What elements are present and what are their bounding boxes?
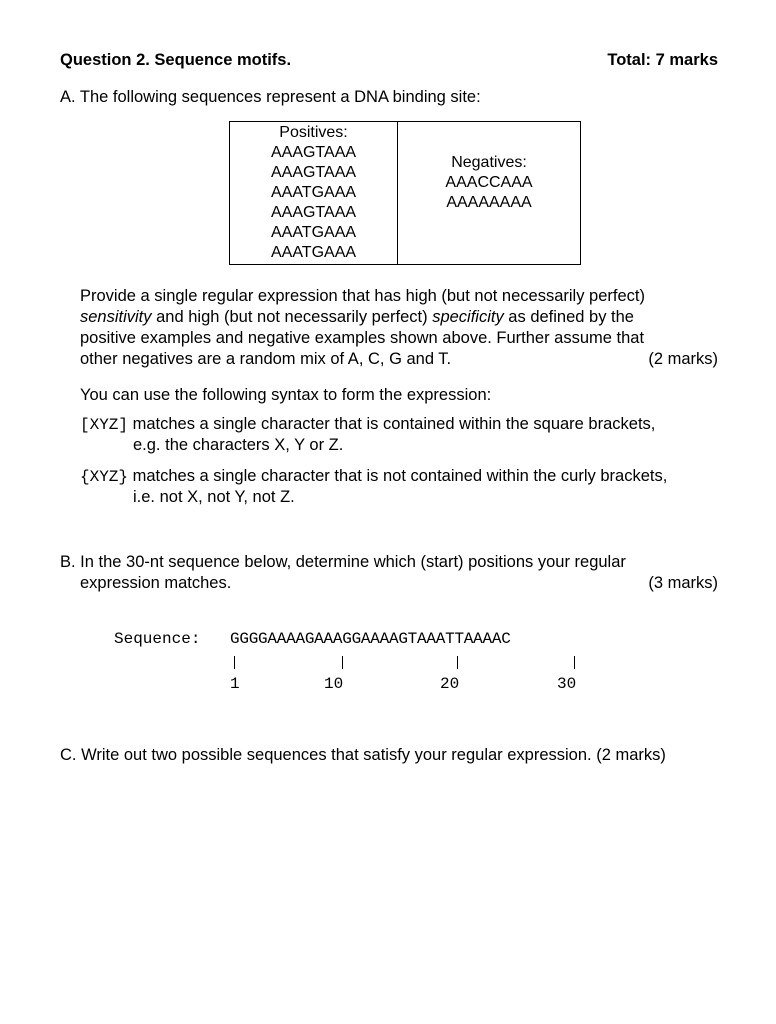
positives-label: Positives: xyxy=(279,124,348,141)
syntax-square-brackets: [XYZ] matches a single character that is contained within the square brackets, xyxy=(80,415,656,434)
question-line-4: other negatives are a random mix of A, C, G and T. xyxy=(80,350,452,368)
sensitivity-term: sensitivity xyxy=(80,308,152,326)
question-line-1: Provide a single regular expression that has high (but not necessarily perfect) xyxy=(80,287,645,305)
positive-seq: AAAGTAAA xyxy=(270,144,357,161)
question-line-3: positive examples and negative examples shown above. Further assume that xyxy=(80,329,645,347)
position-label: 1 xyxy=(230,675,240,693)
question-title: Question 2. Sequence motifs. xyxy=(60,51,292,69)
position-label: 10 xyxy=(324,675,344,693)
positive-seq: AAATGAAA xyxy=(270,224,357,241)
positive-seq: AAATGAAA xyxy=(270,184,357,201)
position-label: 20 xyxy=(440,675,460,693)
question-line-2: sensitivity and high (but not necessarily perfect) specificity as defined by the xyxy=(80,308,634,326)
sequence-string: GGGGAAAAGAAAGGAAAAGTAAATTAAAAC xyxy=(230,630,511,648)
syntax-code: {XYZ} xyxy=(80,468,129,486)
sequence-table xyxy=(229,121,581,265)
position-label: 30 xyxy=(557,675,577,693)
syntax-curly-example: i.e. not X, not Y, not Z. xyxy=(133,488,295,506)
position-tick xyxy=(574,656,575,669)
negatives-cell xyxy=(398,122,581,265)
negatives-label: Negatives: xyxy=(451,154,527,171)
specificity-term: specificity xyxy=(432,308,504,326)
syntax-square-example: e.g. the characters X, Y or Z. xyxy=(133,436,344,454)
position-tick xyxy=(234,656,235,669)
part-c-text: C. Write out two possible sequences that satisfy your regular expression. (2 marks) xyxy=(60,746,666,764)
syntax-curly-brackets: {XYZ} matches a single character that is not contained within the curly brackets, xyxy=(80,467,668,486)
positive-seq: AAATGAAA xyxy=(270,244,357,261)
part-b-line-2: expression matches. xyxy=(80,574,232,592)
syntax-intro: You can use the following syntax to form the expression: xyxy=(80,386,492,404)
syntax-code: [XYZ] xyxy=(80,416,129,434)
total-marks: Total: 7 marks xyxy=(607,51,718,69)
sequence-label: Sequence: xyxy=(114,630,201,648)
negative-seq: AAACCAAA xyxy=(445,174,533,191)
position-tick xyxy=(342,656,343,669)
part-b-marks: (3 marks) xyxy=(648,574,718,592)
part-a-marks: (2 marks) xyxy=(648,350,718,368)
positive-seq: AAAGTAAA xyxy=(270,204,357,221)
part-b-line-1: B. In the 30-nt sequence below, determine which (start) positions your regular xyxy=(60,553,626,571)
positive-seq: AAAGTAAA xyxy=(270,164,357,181)
part-a-intro: A. The following sequences represent a DNA binding site: xyxy=(60,88,481,106)
negative-seq: AAAAAAAA xyxy=(446,194,532,211)
positives-cell xyxy=(230,122,398,265)
position-tick xyxy=(457,656,458,669)
